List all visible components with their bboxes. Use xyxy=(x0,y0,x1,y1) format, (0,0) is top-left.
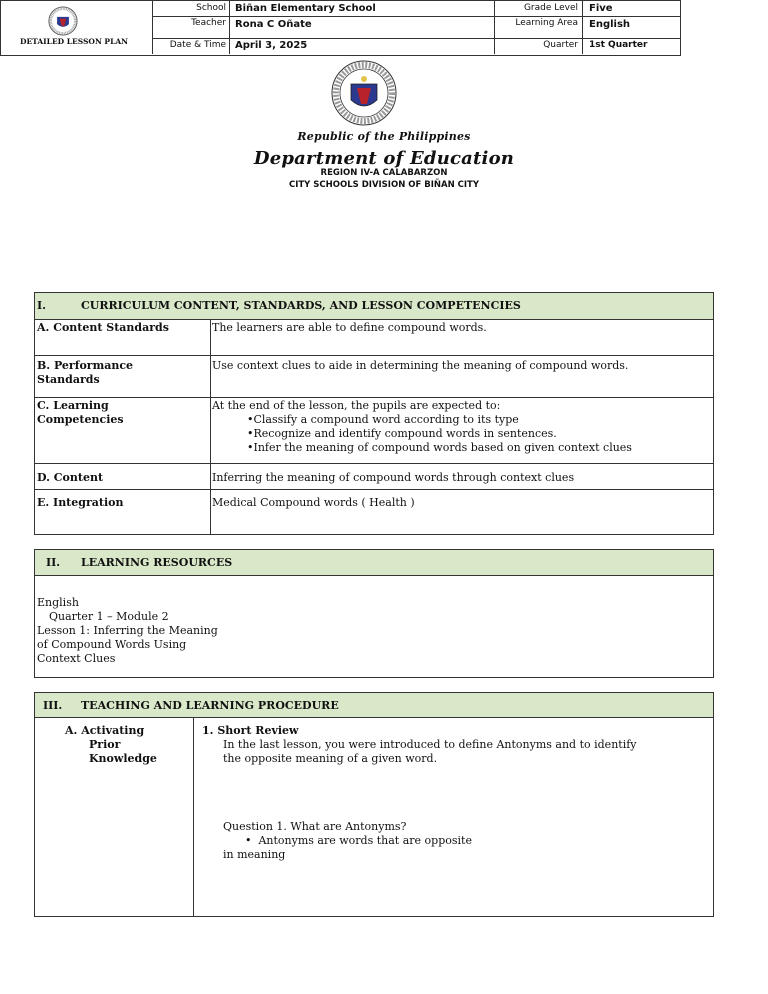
content-label: D. Content xyxy=(37,471,104,484)
section-title: LEARNING RESOURCES xyxy=(81,556,233,569)
section-number: II. xyxy=(46,556,61,569)
activating-label: Knowledge xyxy=(89,752,157,765)
learning-area-label: Learning Area xyxy=(515,18,578,28)
date-value: April 3, 2025 xyxy=(235,40,308,51)
content-standards-label: A. Content Standards xyxy=(37,321,169,334)
school-label: School xyxy=(196,3,226,13)
answer-line: in meaning xyxy=(223,848,286,861)
quarter-label: Quarter xyxy=(543,40,578,50)
section-learning-resources xyxy=(34,549,714,678)
grade-level-value: Five xyxy=(589,3,613,14)
activating-label: A. Activating xyxy=(65,724,145,737)
performance-standards-label: B. Performance Standards xyxy=(37,359,134,386)
resource-line: of Compound Words Using xyxy=(37,638,187,651)
department-title: Department of Education xyxy=(253,148,515,169)
date-label: Date & Time xyxy=(169,40,226,50)
competency-item: • Classify a compound word according to its type xyxy=(247,413,632,427)
resource-line: English xyxy=(37,596,79,609)
resource-line: Context Clues xyxy=(37,652,116,665)
competency-list xyxy=(247,413,632,455)
review-intro-line: the opposite meaning of a given word. xyxy=(223,752,438,765)
teacher-label: Teacher xyxy=(191,18,226,28)
short-review-title: 1. Short Review xyxy=(202,724,299,737)
learning-area-value: English xyxy=(589,19,631,30)
performance-standards-text: Use context clues to aide in determining the meaning of compound words. xyxy=(212,359,629,372)
section-number: III. xyxy=(43,699,63,712)
competency-item: • Recognize and identify compound words in sentences. xyxy=(247,427,632,441)
review-intro-line: In the last lesson, you were introduced to define Antonyms and to identify xyxy=(223,738,637,751)
grade-level-label: Grade Level xyxy=(523,3,578,13)
content-standards-text: The learners are able to define compound words. xyxy=(212,321,487,334)
section-curriculum xyxy=(34,292,714,535)
republic-title: Republic of the Philippines xyxy=(297,130,471,143)
answer-line: • Antonyms are words that are opposite xyxy=(245,834,472,847)
school-value: Biñan Elementary School xyxy=(235,3,376,14)
resource-line: Lesson 1: Inferring the Meaning xyxy=(37,624,218,637)
section-title: CURRICULUM CONTENT, STANDARDS, AND LESSON COMPETENCIES xyxy=(81,299,521,312)
deped-seal-small-logo xyxy=(48,6,78,36)
section-resources-header xyxy=(35,550,713,576)
section-curriculum-header xyxy=(35,293,713,320)
question-text: Question 1. What are Antonyms? xyxy=(223,820,407,833)
resource-line: Quarter 1 – Module 2 xyxy=(49,610,169,623)
detailed-lesson-plan-title: DETAILED LESSON PLAN xyxy=(19,37,129,46)
section-teaching-procedure xyxy=(34,692,714,917)
division-label: CITY SCHOOLS DIVISION OF BIÑAN CITY xyxy=(288,180,480,190)
quarter-value: 1st Quarter xyxy=(589,40,648,50)
lesson-info-table xyxy=(0,0,681,56)
section-number: I. xyxy=(37,299,46,312)
integration-text: Medical Compound words ( Health ) xyxy=(212,496,415,509)
bullet-icon: • xyxy=(245,834,259,847)
region-label: REGION IV-A CALABARZON xyxy=(320,168,448,178)
integration-label: E. Integration xyxy=(37,496,124,509)
section-procedure-header xyxy=(35,693,713,718)
deped-seal-logo xyxy=(331,60,397,126)
content-text: Inferring the meaning of compound words through context clues xyxy=(212,471,575,484)
competency-item: • Infer the meaning of compound words based on given context clues xyxy=(247,441,632,455)
learning-competencies-intro: At the end of the lesson, the pupils are expected to: xyxy=(212,399,501,412)
activating-label: Prior xyxy=(89,738,121,751)
teacher-value: Rona C Oñate xyxy=(235,19,312,30)
section-title: TEACHING AND LEARNING PROCEDURE xyxy=(81,699,339,712)
learning-competencies-label: C. Learning Competencies xyxy=(37,399,124,426)
